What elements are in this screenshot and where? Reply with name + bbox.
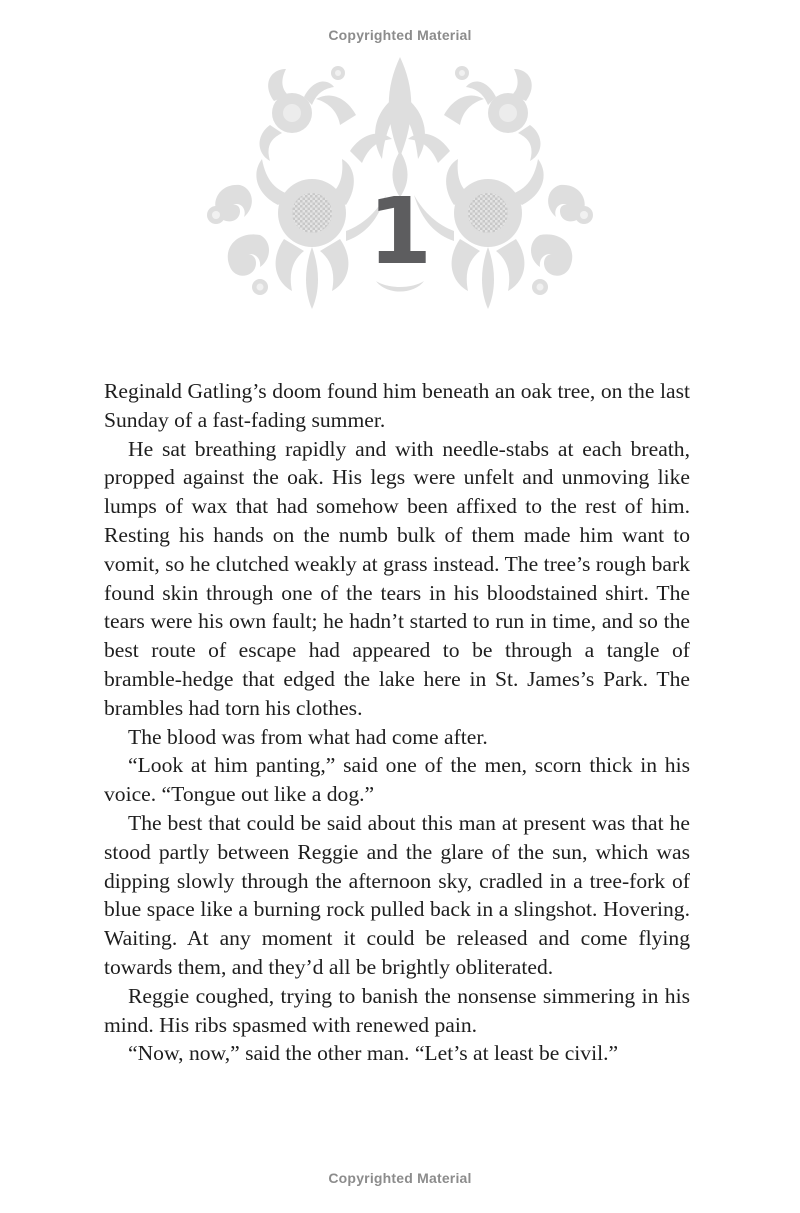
paragraph: The blood was from what had come after. bbox=[128, 724, 488, 749]
chapter-number: 1 bbox=[367, 178, 432, 285]
paragraph: The best that could be said about this man at present was that he stood partly between Reggie and the glare of the sun, which was dipping slowly through the afternoon sky, cradled in a tree-fork of blue space like a burning rock pulled back in a slingshot. Hovering. Waiting. At any moment it could be released and come flying towards them, and they’d all be brightly obliterated. bbox=[104, 810, 690, 979]
paragraph: “Look at him panting,” said one of the men, scorn thick in his voice. “Tongue out like a dog.” bbox=[104, 753, 690, 807]
copyright-watermark-bottom: Copyrighted Material bbox=[328, 1170, 472, 1186]
chapter-body bbox=[104, 377, 690, 1068]
paragraph: He sat breathing rapidly and with needle-stabs at each breath, propped against the oak. His legs were unfelt and unmoving like lumps of wax that had somehow been affixed to the rest of him. Resting his hands on the numb bulk of them made him want to vomit, so he clutched weakly at grass instead. The tree’s rough bark found skin through one of the tears in his bloodstained shirt. The tears were his own fault; he hadn’t started to run in time, and so the best route of escape had appeared to be through a tangle of bramble-hedge that edged the lake here in St. James’s Park. The brambles had torn his clothes. bbox=[104, 436, 690, 720]
paragraph: Reginald Gatling’s doom found him beneath an oak tree, on the last Sunday of a fast-fading summer. bbox=[104, 379, 690, 432]
paragraph: “Now, now,” said the other man. “Let’s at least be civil.” bbox=[128, 1041, 619, 1066]
copyright-watermark-top: Copyrighted Material bbox=[328, 27, 472, 43]
paragraph: Reggie coughed, trying to banish the nonsense simmering in his mind. His ribs spasmed with renewed pain. bbox=[104, 983, 690, 1037]
